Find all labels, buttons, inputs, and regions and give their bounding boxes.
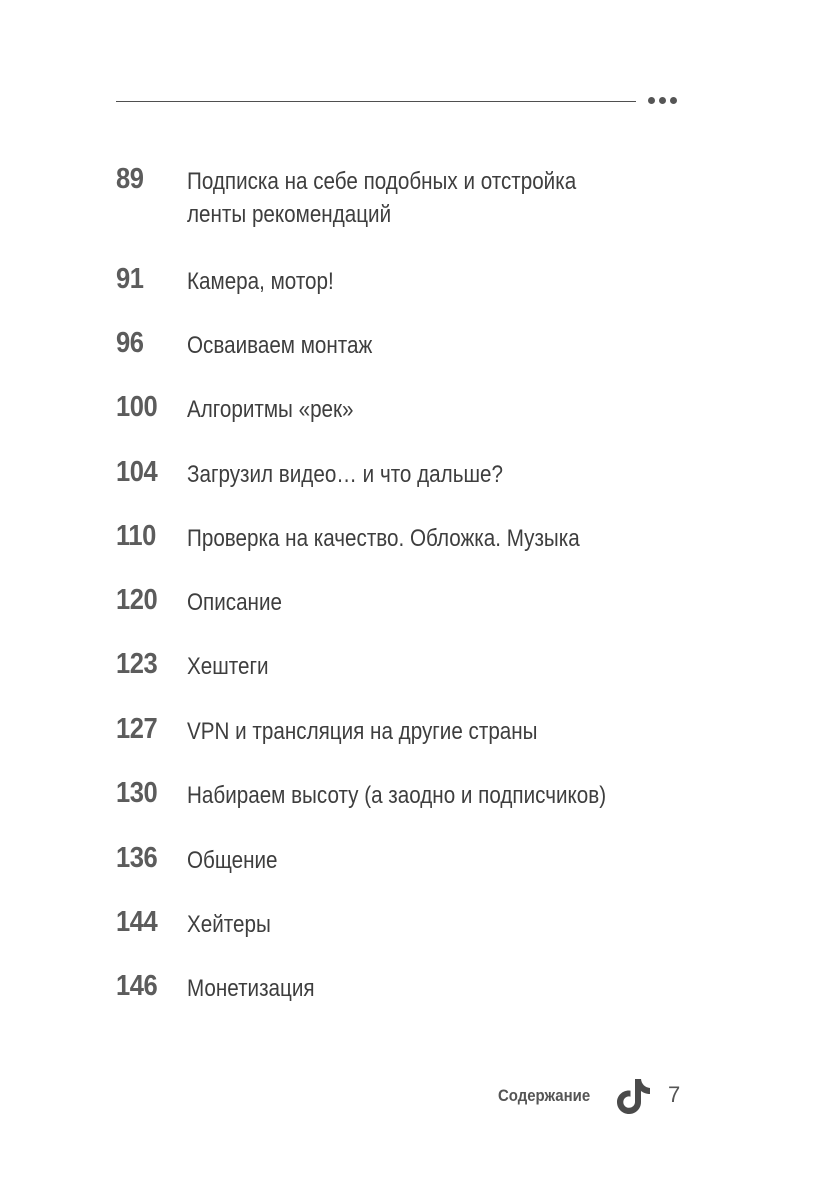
toc-title: Набираем высоту (а заодно и подписчиков) <box>187 782 607 809</box>
toc-page-number: 144 <box>116 906 158 938</box>
dot <box>659 97 666 104</box>
toc-page-number: 91 <box>116 263 144 295</box>
footer-section-label: Содержание <box>498 1086 591 1105</box>
toc-page-number: 127 <box>116 713 158 745</box>
toc-page-number: 110 <box>116 520 156 552</box>
toc-page-number: 120 <box>116 584 158 616</box>
header-rule <box>116 101 636 102</box>
page-number: 7 <box>668 1082 681 1107</box>
toc-page-number: 89 <box>116 163 144 195</box>
tiktok-note-icon <box>614 1076 652 1116</box>
toc-page-number: 146 <box>116 970 158 1002</box>
toc-title: Осваиваем монтаж <box>187 332 373 359</box>
toc-title: Загрузил видео… и что дальше? <box>187 461 503 488</box>
toc-title: Камера, мотор! <box>187 268 334 295</box>
toc-title: Общение <box>187 847 278 874</box>
toc-page-number: 136 <box>116 842 158 874</box>
toc-page-number: 130 <box>116 777 158 809</box>
toc-title: Хештеги <box>187 653 269 680</box>
toc-title: Проверка на качество. Обложка. Музыка <box>187 525 580 552</box>
dot <box>670 97 677 104</box>
toc-title: Подписка на себе подобных и отстройка ленты рекомендаций <box>187 168 577 228</box>
toc-title: Хейтеры <box>187 911 271 938</box>
toc-title: Алгоритмы «рек» <box>187 396 354 423</box>
dot <box>648 97 655 104</box>
toc-page-number: 104 <box>116 456 158 488</box>
toc-page-number: 100 <box>116 391 158 423</box>
toc-title: Монетизация <box>187 975 315 1002</box>
toc-title: Описание <box>187 589 282 616</box>
ellipsis-icon <box>648 97 677 104</box>
toc-page-number: 123 <box>116 648 158 680</box>
toc-page-number: 96 <box>116 327 144 359</box>
toc-title: VPN и трансляция на другие страны <box>187 718 538 745</box>
